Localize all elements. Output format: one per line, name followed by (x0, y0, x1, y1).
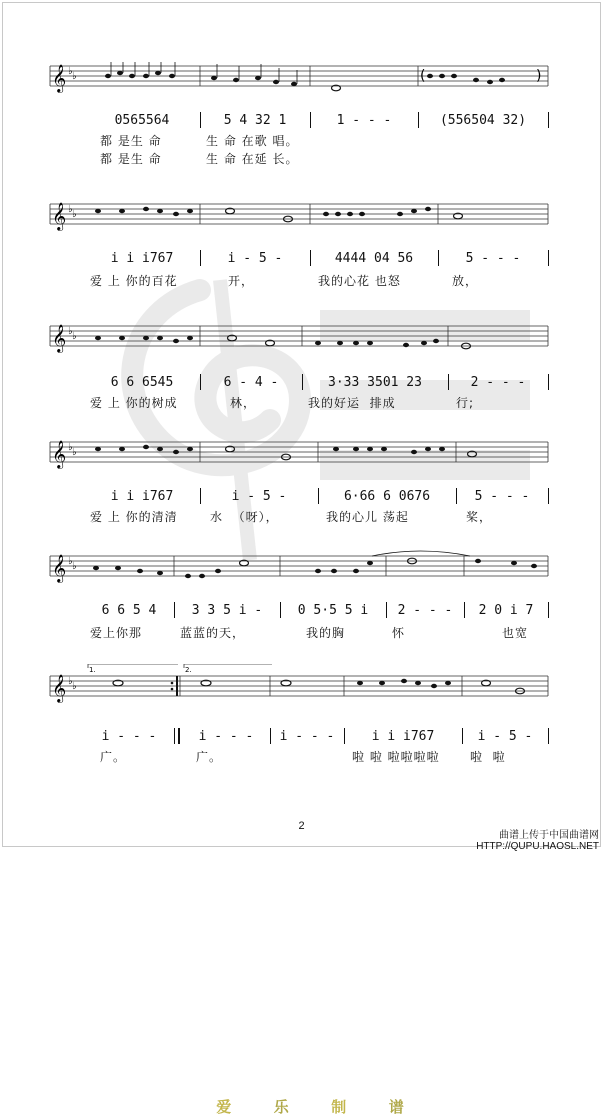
lyric: 桨， (466, 510, 493, 524)
jianpu-measure: 6 - 4 - (223, 374, 279, 390)
jianpu-measure: 5 4 32 1 (223, 112, 287, 128)
lyric-row (0, 508, 603, 524)
lyric: 行; (456, 396, 475, 410)
svg-text:♭: ♭ (68, 204, 73, 215)
footer-url: HTTP://QUPU.HAOSL.NET (476, 841, 599, 852)
staff-2 (0, 196, 603, 236)
jianpu-measure: 6·66 6 0676 (343, 488, 431, 504)
svg-text:): ) (536, 68, 542, 84)
jianpu-measure: 5 - - - (465, 250, 521, 266)
footer-credit (476, 826, 599, 852)
staff-6 (0, 664, 603, 704)
lyric-row (0, 272, 603, 288)
jianpu-measure: i - - - (101, 728, 157, 744)
svg-text:(: ( (420, 68, 426, 84)
jianpu-measure: 4444 04 56 (334, 250, 414, 266)
jianpu-row (0, 600, 603, 620)
jianpu-measure: i - 5 - (227, 250, 283, 266)
staff-1 (0, 58, 603, 98)
staff-3 (0, 318, 603, 358)
jianpu-measure: 0565564 (114, 112, 170, 128)
footer-credit-text: 曲谱上传于中国曲谱网 (499, 830, 599, 841)
lyric: 爱 上 你的清清 (90, 510, 178, 524)
lyric: 爱 上 你的树成 (90, 396, 178, 410)
lyric: 生 命 在歌 唱。 (206, 134, 299, 148)
lyric: 开， (228, 274, 255, 288)
jianpu-measure: i - 5 - (231, 488, 287, 504)
svg-text:2.: 2. (185, 666, 192, 674)
lyric: 我的胸 (306, 626, 346, 640)
jianpu-measure: i i i767 (371, 728, 435, 744)
lyric: 我的心儿 荡起 (326, 510, 409, 524)
jianpu-measure: 1 - - - (336, 112, 392, 128)
lyric: 林， (230, 396, 257, 410)
jianpu-measure: 5 - - - (474, 488, 530, 504)
lyric: 我的好运 排成 (308, 396, 396, 410)
svg-text:♭: ♭ (72, 681, 77, 692)
jianpu-measure: 6 6 6545 (110, 374, 174, 390)
svg-text:♭: ♭ (72, 71, 77, 82)
svg-text:♭: ♭ (72, 209, 77, 220)
lyric: 广。 (196, 750, 223, 764)
jianpu-measure: i - - - (198, 728, 254, 744)
lyric: 蓝蓝的天， (180, 626, 246, 640)
lyric-row (0, 150, 603, 166)
svg-text:♭: ♭ (72, 331, 77, 342)
jianpu-measure: 3 3 5 i - (191, 602, 263, 618)
jianpu-row (0, 486, 603, 506)
watermark-seal: 爱 乐 制 谱 (216, 1098, 404, 1116)
lyric: 广。 (100, 750, 127, 764)
lyric-row (0, 132, 603, 148)
lyric-row (0, 394, 603, 410)
page-number: 2 (298, 820, 305, 832)
jianpu-measure: i i i767 (110, 250, 174, 266)
svg-text:♭: ♭ (68, 326, 73, 337)
lyric: 爱上你那 (90, 626, 143, 640)
lyric-row (0, 748, 603, 764)
jianpu-row (0, 248, 603, 268)
lyric: 水 （呀）， (210, 510, 279, 524)
staff-5 (0, 548, 603, 588)
lyric: 啦 啦 啦啦啦啦 (352, 750, 440, 764)
lyric: 生 命 在延 长。 (206, 152, 299, 166)
lyric: 啦 啦 (470, 750, 506, 764)
svg-text:𝄞: 𝄞 (52, 64, 67, 92)
jianpu-measure: i - 5 - (477, 728, 533, 744)
svg-text:𝄞: 𝄞 (52, 554, 67, 582)
lyric: 放， (452, 274, 479, 288)
lyric: 也宽 (502, 626, 529, 640)
staff-4 (0, 434, 603, 474)
jianpu-measure: 3·33 3501 23 (328, 374, 422, 390)
svg-text:♭: ♭ (68, 676, 73, 687)
jianpu-measure: i - - - (279, 728, 335, 744)
jianpu-measure: 0 5·5 5 i (297, 602, 369, 618)
jianpu-measure: i i i767 (110, 488, 174, 504)
svg-text:1.: 1. (89, 666, 96, 674)
jianpu-measure: 2 0 i 7 (478, 602, 534, 618)
lyric: 都 是生 命 (100, 152, 162, 166)
lyric: 我的心花 也怒 (318, 274, 401, 288)
svg-text:♭: ♭ (68, 442, 73, 453)
lyric: 都 是生 命 (100, 134, 162, 148)
svg-text:𝄞: 𝄞 (52, 324, 67, 352)
svg-text:♭: ♭ (72, 447, 77, 458)
svg-text:𝄞: 𝄞 (52, 674, 67, 702)
jianpu-measure: 2 - - - (397, 602, 453, 618)
lyric: 怀 (392, 626, 406, 640)
svg-text:𝄞: 𝄞 (52, 202, 67, 230)
svg-text:𝄞: 𝄞 (52, 440, 67, 468)
jianpu-measure: 2 - - - (470, 374, 526, 390)
svg-text:♭: ♭ (68, 556, 73, 567)
jianpu-row (0, 372, 603, 392)
jianpu-row (0, 726, 603, 746)
svg-text:♭: ♭ (72, 561, 77, 572)
svg-text:♭: ♭ (68, 66, 73, 77)
jianpu-measure: (556504 32) (439, 112, 527, 128)
lyric: 爱 上 你的百花 (90, 274, 178, 288)
lyric-row (0, 624, 603, 640)
jianpu-row (0, 110, 603, 130)
jianpu-measure: 6 6 5 4 (101, 602, 157, 618)
